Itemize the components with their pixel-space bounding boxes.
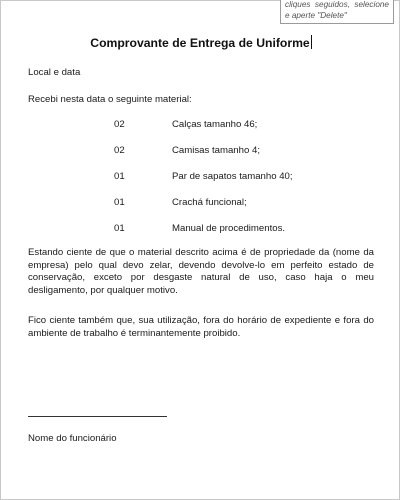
usage-paragraph[interactable]: Fico ciente também que, sua utilização, fora do horário de expediente e fora do ambiente de trabalho é terminantemente proibido.	[28, 315, 374, 339]
item-description[interactable]: Manual de procedimentos.	[172, 223, 286, 234]
item-description[interactable]: Camisas tamanho 4;	[172, 145, 260, 156]
item-quantity[interactable]: 01	[114, 197, 125, 208]
intro-text[interactable]: Recebi nesta data o seguinte material:	[28, 94, 192, 105]
instruction-tooltip	[280, 0, 394, 24]
instruction-text: cliques seguidos, selecione e aperte "Delete"	[285, 0, 389, 20]
signature-line	[28, 416, 167, 417]
document-title[interactable]	[1, 35, 400, 50]
item-quantity[interactable]: 02	[114, 145, 125, 156]
document-title-text[interactable]: Comprovante de Entrega de Uniforme	[90, 36, 310, 50]
signature-label[interactable]: Nome do funcionário	[28, 433, 117, 444]
item-quantity[interactable]: 01	[114, 171, 125, 182]
item-quantity[interactable]: 02	[114, 119, 125, 130]
item-description[interactable]: Calças tamanho 46;	[172, 119, 258, 130]
text-cursor	[311, 35, 312, 49]
ownership-paragraph[interactable]: Estando ciente de que o material descrito acima é de propriedade da (nome da empresa) pelo qual devo zelar, devendo devolve-lo em perfeito estado de conservação, exceto por desgaste natural de uso, caso haja o meu desligamento, por qualquer motivo.	[28, 247, 374, 296]
item-description[interactable]: Crachá funcional;	[172, 197, 247, 208]
material-item	[1, 197, 400, 211]
material-item	[1, 145, 400, 159]
place-date-text[interactable]: Local e data	[28, 67, 81, 78]
item-description[interactable]: Par de sapatos tamanho 40;	[172, 171, 293, 182]
material-item	[1, 171, 400, 185]
material-item	[1, 119, 400, 133]
item-quantity[interactable]: 01	[114, 223, 125, 234]
material-item	[1, 223, 400, 237]
